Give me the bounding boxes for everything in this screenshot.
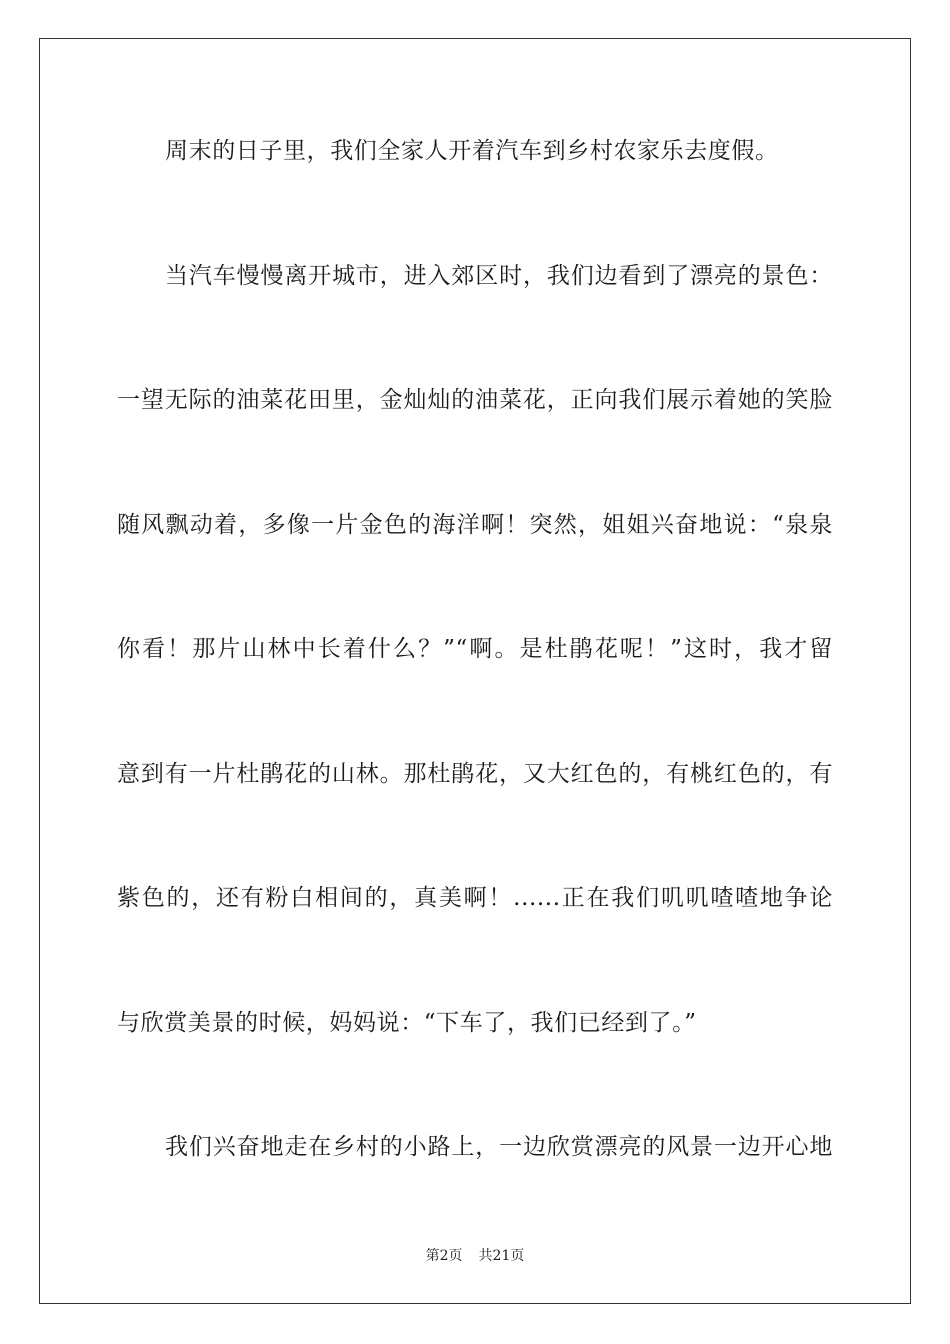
paragraph-line: 意到有一片杜鹃花的山林。那杜鹃花，又大红色的，有桃红色的，有 [117,761,833,787]
paragraph-line: 紫色的，还有粉白相间的，真美啊！......正在我们叽叽喳喳地争论 [117,885,833,911]
page-border [39,38,911,1304]
paragraph-line: 与欣赏美景的时候，妈妈说：“下车了，我们已经到了。” [117,1010,697,1036]
page-total: 共21页 [478,1248,525,1264]
paragraph-line: 我们兴奋地走在乡村的小路上，一边欣赏漂亮的风景一边开心地 [165,1134,833,1160]
paragraph-line: 随风飘动着，多像一片金色的海洋啊！突然，姐姐兴奋地说：“泉泉 [117,512,833,538]
page-number: 第2页 [425,1248,463,1264]
paragraph-line: 当汽车慢慢离开城市，进入郊区时，我们边看到了漂亮的景色： [165,263,833,289]
paragraph-line: 一望无际的油菜花田里，金灿灿的油菜花，正向我们展示着她的笑脸 [117,387,833,413]
paragraph-line: 周末的日子里，我们全家人开着汽车到乡村农家乐去度假。 [165,138,779,164]
paragraph-line: 你看！那片山林中长着什么？”“啊。是杜鹃花呢！”这时，我才留 [117,636,833,662]
page-footer [0,1247,950,1265]
